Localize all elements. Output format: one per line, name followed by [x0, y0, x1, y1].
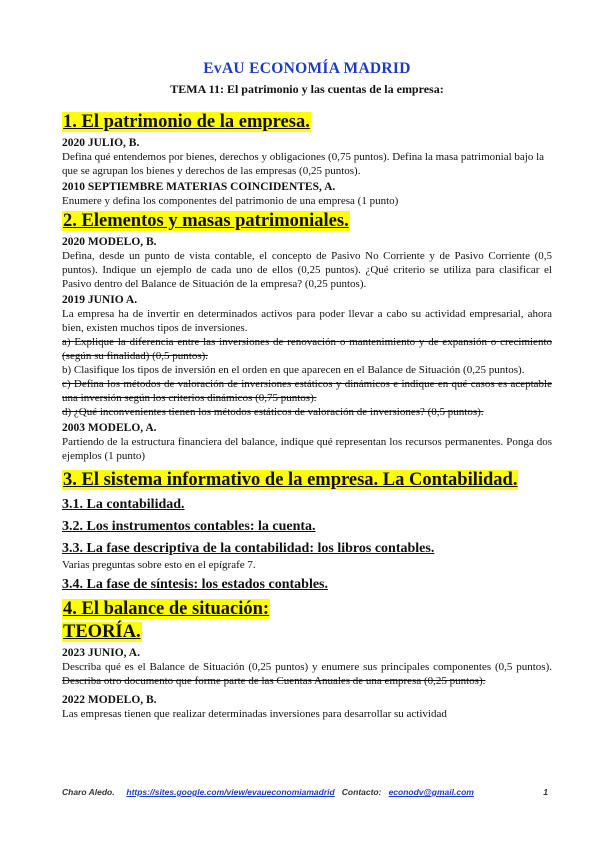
section-4-subheading: TEORÍA.: [63, 622, 141, 642]
exam-label: 2019 JUNIO A.: [62, 294, 138, 306]
subsection-heading: 3.1. La contabilidad.: [62, 497, 185, 512]
subsection-heading: 3.3. La fase descriptiva de la contabilidad: los libros contables.: [62, 541, 435, 556]
exam-question-struck: d) ¿Qué inconvenientes tienen los métodos estáticos de valoración de inversiones? (0,5 puntos).: [62, 406, 484, 418]
page-number: 1: [543, 787, 548, 797]
exam-question: b) Clasifique los tipos de inversión en el orden en que aparecen en el Balance de Situación (0,25 puntos).: [62, 364, 525, 376]
section-1-heading: 1. El patrimonio de la empresa.: [63, 112, 310, 132]
exam-question: Las empresas tienen que realizar determinadas inversiones para desarrollar su actividad: [62, 708, 447, 720]
subsection-heading: 3.4. La fase de síntesis: los estados contables.: [62, 577, 329, 592]
exam-label: 2023 JUNIO, A.: [62, 647, 140, 659]
exam-question: Enumere y defina los componentes del patrimonio de una empresa (1 punto): [62, 195, 399, 207]
footer-contact-label: Contacto:: [341, 787, 382, 797]
exam-label: 2022 MODELO, B.: [62, 694, 157, 706]
footer-email-link[interactable]: econodv@gmail.com: [388, 787, 474, 797]
section-3-heading: 3. El sistema informativo de la empresa. La Contabilidad.: [63, 470, 518, 490]
subsection-heading: 3.2. Los instrumentos contables: la cuenta.: [62, 519, 316, 534]
exam-question: Defina qué entendemos por bienes, derechos y obligaciones (0,75 puntos). Defina la masa patrimonial bajo la que se agrupan los bienes y derechos de las empresas (0,25 puntos).: [62, 151, 545, 177]
document-page: [62, 60, 552, 721]
section-2-heading: 2. Elementos y masas patrimoniales.: [63, 211, 349, 231]
exam-question-struck: c) Defina los métodos de valoración de inversiones estáticos y dinámicos e indique en qué casos es aceptable una inversión según los criterios dinámicos (0,75 puntos).: [62, 378, 552, 404]
exam-label: 2020 MODELO, B.: [62, 236, 157, 248]
document-title: EvAU ECONOMÍA MADRID: [203, 60, 411, 77]
footer-author: Charo Aledo.: [62, 787, 115, 797]
exam-question-struck: a) Explique la diferencia entre las inversiones de renovación o mantenimiento y de expansión o crecimiento (según su finalidad) (0,5 puntos).: [62, 336, 552, 362]
exam-label: 2003 MODELO, A.: [62, 422, 157, 434]
page-footer: [62, 787, 552, 797]
exam-question: Partiendo de la estructura financiera del balance, indique qué representan los recursos permanentes. Ponga dos ejemplos (1 punto): [62, 436, 552, 462]
footer-site-link[interactable]: https://sites.google.com/view/evaueconomiamadrid: [126, 787, 335, 797]
section-4-heading: 4. El balance de situación:: [63, 599, 270, 619]
exam-label: 2010 SEPTIEMBRE MATERIAS COINCIDENTES, A.: [62, 181, 336, 193]
exam-question-struck: Describa otro documento que forme parte de las Cuentas Anuales de una empresa (0,25 puntos).: [62, 675, 486, 687]
note-text: Varias preguntas sobre esto en el epígrafe 7.: [62, 559, 256, 571]
exam-question-part: Describa qué es el Balance de Situación (0,25 puntos) y enumere sus principales componentes (0,5 puntos).: [62, 661, 552, 673]
exam-question: [62, 660, 552, 688]
document-subtitle: TEMA 11: El patrimonio y las cuentas de la empresa:: [170, 82, 444, 96]
exam-question: La empresa ha de invertir en determinados activos para poder llevar a cabo su actividad empresarial, ahora bien, existen muchos tipos de inversiones.: [62, 308, 552, 334]
exam-label: 2020 JULIO, B.: [62, 137, 140, 149]
exam-question: Defina, desde un punto de vista contable, el concepto de Pasivo No Corriente y de Pasivo Corriente (0,5 puntos). Indique un ejemplo de cada uno de ellos (0,25 puntos). ¿Qué criterio se utiliza para clasificar el Pasivo dentro del Balance de Situación de la empresa? (0,25 puntos).: [62, 250, 552, 290]
